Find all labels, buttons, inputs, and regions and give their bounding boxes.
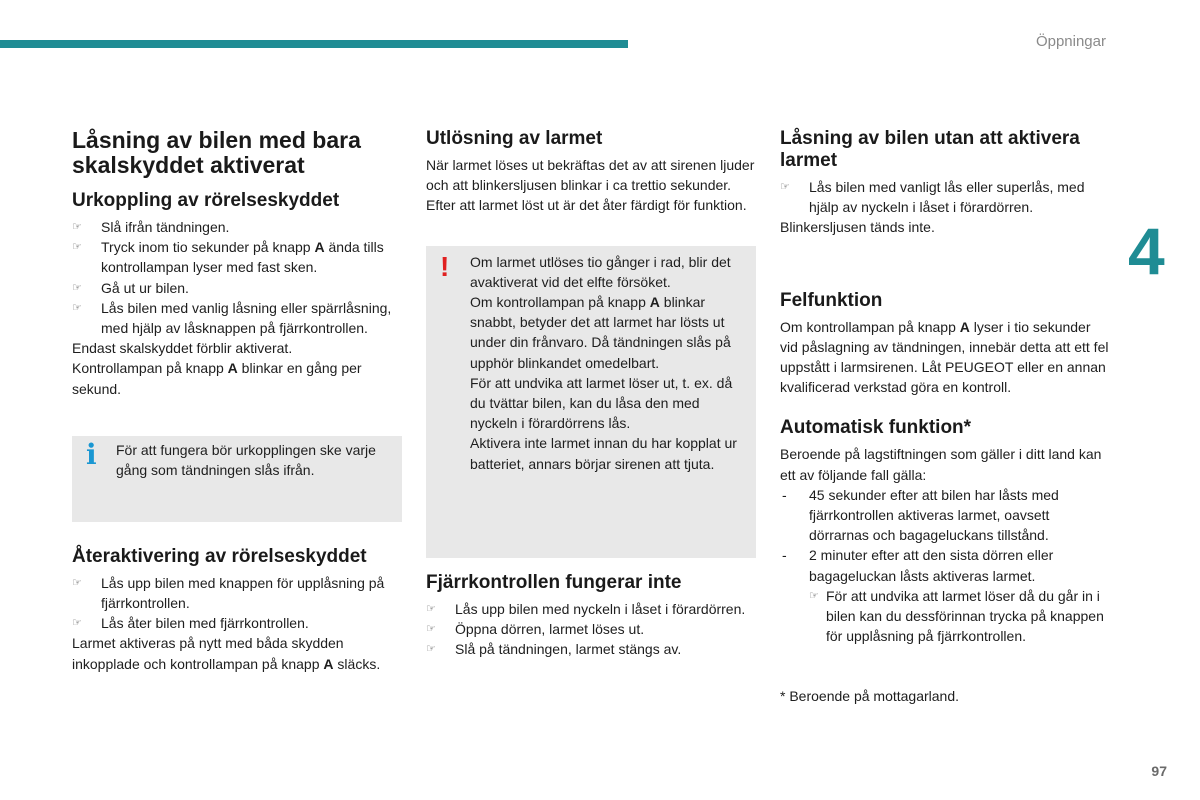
finger-bullet-icon: ☞ [72, 576, 82, 589]
footnote: * Beroende på mottagarland. [780, 688, 960, 705]
steps-list [72, 217, 402, 338]
finger-bullet-icon: ☞ [809, 589, 819, 602]
info-icon: i [86, 437, 97, 471]
list-item: ☞ Slå ifrån tändningen. [72, 217, 402, 237]
steps-list [780, 177, 1110, 217]
finger-bullet-icon: ☞ [72, 241, 82, 254]
list-item: ☞ Lås upp bilen med knappen för upplåsning på fjärrkontrollen. [72, 574, 385, 612]
cases-list [780, 485, 1110, 647]
info-box [72, 436, 402, 522]
list-item: ☞ Slå på tändningen, larmet stängs av. [426, 639, 756, 659]
finger-bullet-icon: ☞ [72, 221, 82, 233]
chapter-number: 4 [1128, 214, 1165, 288]
list-item: - 45 sekunder efter att bilen har låsts med fjärrkontrollen aktiveras larmet, oavsett dörrarnas och bagageluckans tillstånd. [782, 486, 1059, 544]
header-accent-bar [0, 40, 628, 48]
heading-ateraktivering: Återaktivering av rörelseskyddet [72, 545, 367, 567]
column-left [72, 128, 402, 674]
steps-list [426, 599, 756, 660]
column-right [780, 128, 1110, 707]
page-number: 97 [1151, 763, 1167, 779]
finger-bullet-icon: ☞ [780, 181, 790, 193]
warning-icon: ! [440, 250, 450, 282]
heading-urkoppling: Urkoppling av rörelseskyddet [72, 190, 340, 211]
list-item: ☞ Tryck inom tio sekunder på knapp A ända tills kontrollampan lyser med fast sken. [72, 239, 384, 276]
finger-bullet-icon: ☞ [426, 623, 436, 636]
key-label: A [959, 318, 970, 335]
warning-text: Aktivera inte larmet innan du har kopplat ur batteriet, annars börjar sirenen att tjuta. [470, 435, 737, 472]
main-heading: Låsning av bilen med bara skalskyddet aktiverat [72, 127, 361, 178]
list-item: ☞ Lås bilen med vanligt lås eller superlås, med hjälp av nyckeln i låset i förardörren. [780, 179, 1085, 216]
heading-automatisk: Automatisk funktion* [780, 417, 972, 439]
heading-fjarrkontroll: Fjärrkontrollen fungerar inte [426, 571, 682, 593]
dash-bullet: - [782, 486, 787, 503]
heading-utan-larm: Låsning av bilen utan att aktivera larmet [780, 128, 1080, 171]
section-title: Öppningar [1035, 33, 1106, 50]
list-item: ☞ Lås upp bilen med nyckeln i låset i förardörren. [426, 599, 756, 619]
paragraph: Efter att larmet löst ut är det åter färdigt för funktion. [426, 197, 747, 214]
list-item: ☞ För att undvika att larmet löser då du går in i bilen kan du dessförinnan trycka på knappen för upplåsning på fjärrkontrollen. [809, 587, 1104, 645]
finger-bullet-icon: ☞ [72, 281, 82, 294]
key-label: A [227, 360, 238, 377]
sub-list [809, 586, 1110, 647]
warning-box [426, 246, 756, 558]
info-text: För att fungera bör urkopplingen ske varje gång som tändningen slås ifrån. [116, 441, 376, 479]
list-item: ☞ Öppna dörren, larmet löses ut. [426, 619, 756, 639]
finger-bullet-icon: ☞ [426, 643, 436, 656]
dash-bullet: - [782, 547, 787, 564]
key-label: A [649, 294, 660, 311]
finger-bullet-icon: ☞ [426, 602, 436, 615]
column-middle [426, 128, 756, 659]
heading-utlosning: Utlösning av larmet [426, 128, 603, 149]
list-item: ☞ Lås bilen med vanlig låsning eller spärrlåsning, med hjälp av låsknappen på fjärrkontrollen. [72, 299, 392, 337]
list-item: ☞ Gå ut ur bilen. [72, 278, 402, 298]
paragraph: När larmet löses ut bekräftas det av att sirenen ljuder och att blinkersljusen blinkar i ca trettio sekunder. [426, 157, 755, 194]
warning-text: Om larmet utlöses tio gånger i rad, blir det avaktiverat vid det elfte försöket. [470, 253, 731, 290]
warning-text: Om kontrollampan på knapp A blinkar snabbt, betyder det att larmet har lösts ut under din frånvaro. Då tändningen slås på upphör blinkandet omedelbart. [470, 294, 731, 371]
finger-bullet-icon: ☞ [72, 617, 82, 630]
steps-list [72, 573, 402, 634]
paragraph: Blinkersljusen tänds inte. [780, 219, 935, 236]
key-label: A [314, 239, 325, 256]
heading-felfunktion: Felfunktion [780, 289, 883, 311]
list-item: - 2 minuter efter att den sista dörren eller bagageluckan låsts aktiveras larmet. ☞ För att undvika att larmet löser då du går in i bilen kan du dessförinnan trycka på knappen för upplåsning på fjärrkontrollen. [780, 545, 1110, 646]
paragraph: Larmet aktiveras på nytt med båda skydden inkopplade och kontrollampan på knapp A släcks. [72, 635, 381, 672]
paragraph: Kontrollampan på knapp A blinkar en gång per sekund. [72, 360, 362, 397]
paragraph: Endast skalskyddet förblir aktiverat. [72, 340, 293, 357]
key-label: A [323, 655, 334, 672]
list-item: ☞ Lås åter bilen med fjärrkontrollen. [72, 613, 402, 633]
warning-text: För att undvika att larmet löser ut, t. ex. då du tvättar bilen, kan du låsa den med nyckeln i förardörrens lås. [470, 374, 733, 432]
finger-bullet-icon: ☞ [72, 301, 82, 314]
paragraph: Beroende på lagstiftningen som gäller i ditt land kan ett av följande fall gälla: [780, 446, 1102, 483]
paragraph: Om kontrollampan på knapp A lyser i tio sekunder vid påslagning av tändningen, innebär detta att ett fel uppstått i larmsirenen. Låt PEUGEOT eller en annan kvalificerad verkstad göra en kontroll. [780, 318, 1109, 396]
